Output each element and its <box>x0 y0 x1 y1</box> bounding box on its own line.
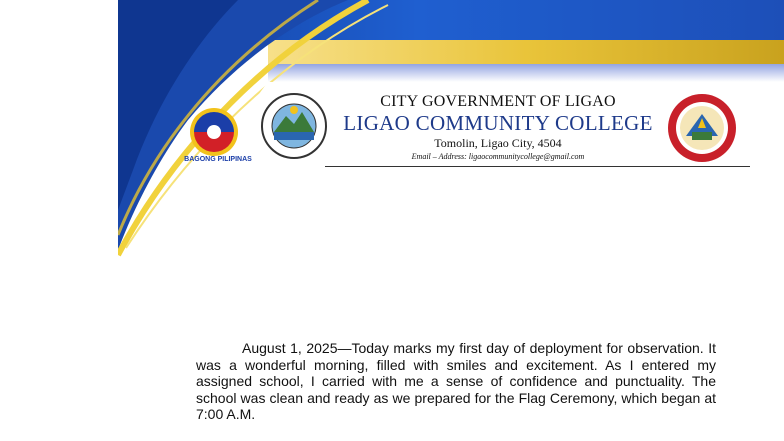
college-name: LIGAO COMMUNITY COLLEGE <box>343 111 653 135</box>
body-paragraph: August 1, 2025—Today marks my first day of deployment for observation. It was a wonderful morning, filled with smiles and excitement. As I entered my assigned school, I carried with me a sense of confidence and punctuality. The school was clean and ready as we prepared for the Flag Ceremony, which began at 7:00 A.M. <box>196 340 716 423</box>
page-margin <box>0 0 118 441</box>
letterhead-text <box>323 93 673 162</box>
college-address: Tomolin, Ligao City, 4504 <box>434 136 562 150</box>
college-seal <box>666 92 738 164</box>
college-email: Email – Address: ligaocommunitycollege@gmail.com <box>411 152 585 161</box>
header-divider <box>325 166 750 167</box>
government-name: CITY GOVERNMENT OF LIGAO <box>380 93 616 110</box>
bagong-pilipinas-logo <box>180 98 256 166</box>
city-government-seal <box>260 92 328 160</box>
bagong-pilipinas-text: BAGONG PILIPINAS <box>184 156 252 163</box>
document-page <box>118 0 784 441</box>
